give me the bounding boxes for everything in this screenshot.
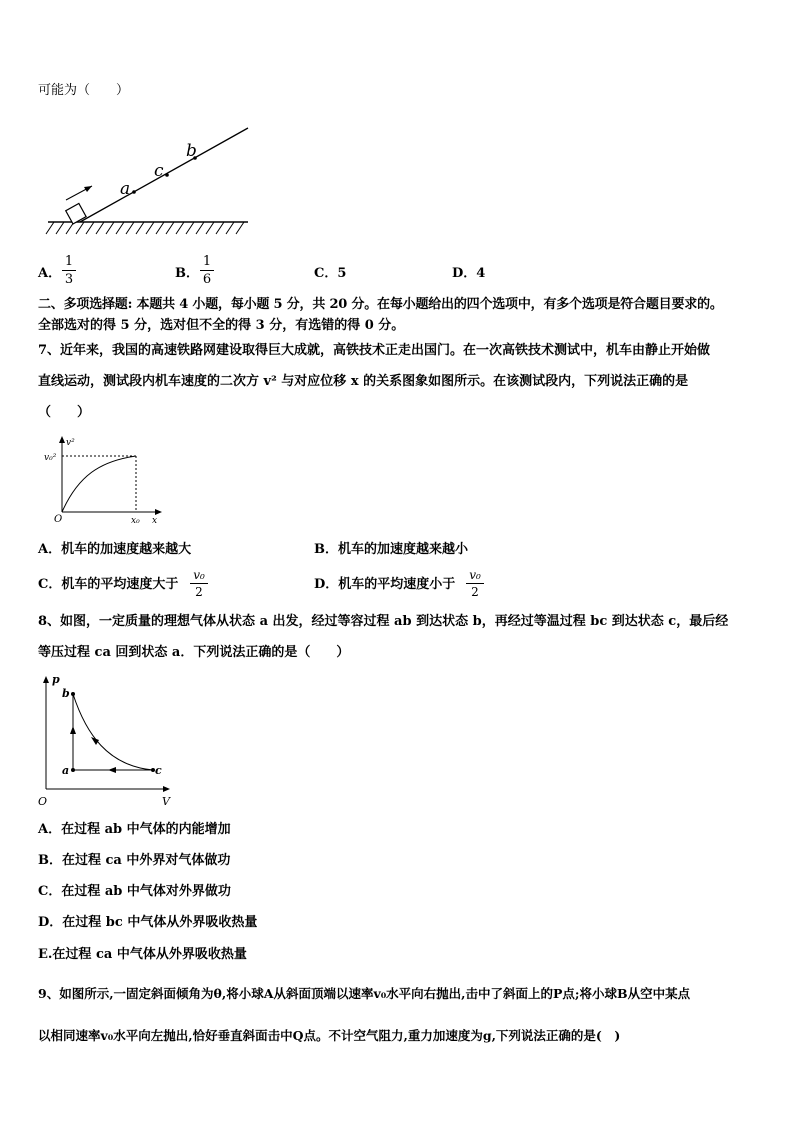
section2-line1: 二、多项选择题: 本题共 4 小题，每小题 5 分，共 20 分。在每小题给出的四个选项中，有多个选项是符合题目要求的。 xyxy=(38,297,723,312)
q7-line1: 7、近年来，我国的高速铁路网建设取得巨大成就，高铁技术正走出国门。在一次高铁技术测试中，机车由静止开始做 xyxy=(38,343,711,358)
fraction-denominator: 6 xyxy=(202,272,212,287)
fraction-denominator: 2 xyxy=(471,585,479,599)
q6-option-b-label: B． xyxy=(175,266,199,281)
incline-diagram xyxy=(40,120,260,240)
q6-option-a-fraction xyxy=(62,255,76,286)
x-axis-label: x xyxy=(152,516,158,526)
fraction-numerator: 1 xyxy=(64,254,74,269)
q7-line2: 直线运动，测试段内机车速度的二次方 v² 与对应位移 x 的关系图象如图所示。在该测试段内，下列说法正确的是 xyxy=(38,374,689,389)
q6-option-c: C．5 xyxy=(314,266,347,281)
y-tick-label: v₀² xyxy=(44,453,57,463)
q8-option-c: C．在过程 ab 中气体对外界做功 xyxy=(38,884,231,899)
origin-label: O xyxy=(38,795,48,808)
fraction-denominator: 2 xyxy=(195,585,203,599)
q7-line3: （ ） xyxy=(38,405,91,420)
point-a-label: a xyxy=(120,179,131,199)
q7-option-a: A．机车的加速度越来越大 xyxy=(38,542,192,557)
point-b-label: b xyxy=(62,687,70,700)
pv-graph xyxy=(38,674,178,808)
q9-line1: 9、如图所示,一固定斜面倾角为θ,将小球A从斜面顶端以速率v₀水平向右抛出,击中了斜面上的P点;将小球B从空中某点 xyxy=(38,986,691,1001)
point-c-label: c xyxy=(155,764,162,777)
q7-option-b: B．机车的加速度越来越小 xyxy=(314,542,468,557)
v2-x-graph xyxy=(40,434,170,530)
q8-option-a: A．在过程 ab 中气体的内能增加 xyxy=(38,822,231,837)
x-tick-label: x₀ xyxy=(131,516,140,526)
fraction-numerator: v₀ xyxy=(193,568,205,582)
q7-option-d-fraction xyxy=(466,569,484,598)
y-axis-label: v² xyxy=(66,438,75,448)
point-a-label: a xyxy=(62,764,70,777)
q6-intro: 可能为（ ） xyxy=(38,83,130,98)
q8-option-b: B．在过程 ca 中外界对气体做功 xyxy=(38,853,231,868)
q7-option-c: C．机车的平均速度大于 xyxy=(38,577,179,592)
q6-option-b-fraction xyxy=(200,255,214,286)
q8-option-d: D．在过程 bc 中气体从外界吸收热量 xyxy=(38,915,258,930)
q6-option-d: D．4 xyxy=(452,266,486,281)
q7-option-d: D．机车的平均速度小于 xyxy=(314,577,456,592)
fraction-numerator: v₀ xyxy=(469,568,481,582)
fraction-denominator: 3 xyxy=(64,272,74,287)
section2-line2: 全部选对的得 5 分，选对但不全的得 3 分，有选错的得 0 分。 xyxy=(38,318,405,333)
q8-line2: 等压过程 ca 回到状态 a．下列说法正确的是（ ） xyxy=(38,645,350,660)
q9-line2: 以相同速率v₀水平向左抛出,恰好垂直斜面击中Q点。不计空气阻力,重力加速度为g,下列说法正确的是( ) xyxy=(38,1028,621,1043)
origin-label: O xyxy=(54,514,63,525)
v-axis-label: V xyxy=(162,795,170,808)
point-c-label: c xyxy=(154,161,164,181)
q8-line1: 8、如图，一定质量的理想气体从状态 a 出发，经过等容过程 ab 到达状态 b，再经过等温过程 bc 到达状态 c，最后经 xyxy=(38,614,729,629)
q7-option-c-fraction xyxy=(190,569,208,598)
q8-option-e: E.在过程 ca 中气体从外界吸收热量 xyxy=(38,947,247,962)
q6-option-a-label: A． xyxy=(38,266,62,281)
p-axis-label: p xyxy=(52,673,60,686)
fraction-numerator: 1 xyxy=(202,254,212,269)
point-b-label: b xyxy=(186,141,197,161)
